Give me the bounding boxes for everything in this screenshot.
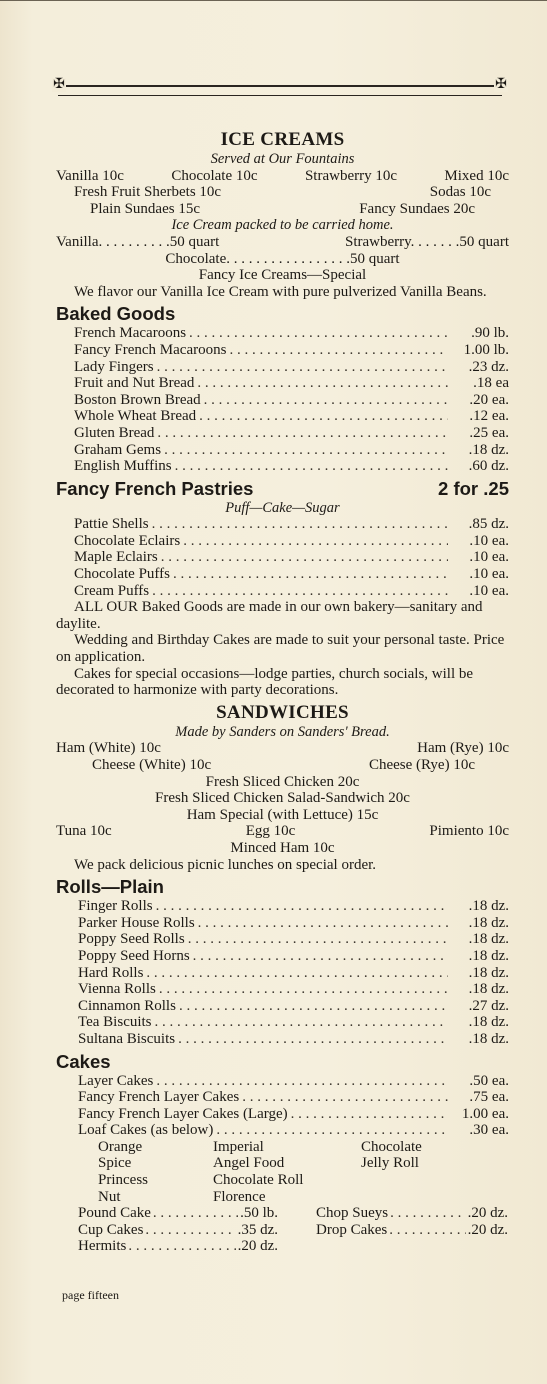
- menu-item: [78, 1205, 278, 1222]
- sandwiches-subtitle: Made by Sanders on Sanders' Bread.: [175, 723, 390, 740]
- item-name: Parker House Rolls: [78, 914, 195, 931]
- leader-dots: [189, 325, 448, 342]
- sandwich-line: [56, 740, 509, 757]
- item-name: Cream Puffs: [74, 582, 150, 599]
- item-name: Graham Gems: [74, 441, 162, 458]
- fancy-ice-cream: Fancy Ice Creams—Special: [198, 267, 367, 284]
- menu-item: [56, 1073, 509, 1090]
- item-name: Fancy French Macaroons: [74, 341, 227, 358]
- leader-dots: [173, 566, 448, 583]
- menu-item: [56, 375, 509, 392]
- menu-item: [56, 583, 509, 600]
- ice-cream-item: Sodas 10c: [429, 184, 491, 201]
- menu-item: [56, 1106, 509, 1123]
- item-price: .18 dz.: [468, 1014, 509, 1031]
- pastries-heading: [56, 478, 509, 500]
- item-name: Maple Eclairs: [74, 549, 158, 566]
- loaf-cake-name: Orange: [98, 1138, 143, 1155]
- item-name: Poppy Seed Rolls: [78, 931, 185, 948]
- pastries-title: Fancy French Pastries: [56, 477, 254, 499]
- quart-item: Strawberry. . . . . . .50 quart: [345, 233, 509, 250]
- ice-cream-item: Vanilla 10c: [56, 167, 124, 184]
- item-price: .30 ea.: [469, 1122, 509, 1139]
- baked-goods-heading: Baked Goods: [56, 303, 176, 325]
- item-price: .18 dz.: [468, 947, 509, 964]
- leader-dots: [157, 425, 448, 442]
- sandwich-item: Minced Ham 10c: [230, 839, 335, 856]
- menu-item: [56, 1014, 509, 1031]
- sandwich-item: Ham (Rye) 10c: [417, 740, 509, 757]
- item-name: Sultana Biscuits: [78, 1030, 176, 1047]
- menu-item: [78, 1238, 278, 1255]
- item-name: Chocolate Eclairs: [74, 532, 181, 549]
- leader-dots: [152, 516, 448, 533]
- bakery-note: ALL OUR Baked Goods are made in our own bakery—sanitary and daylite.: [56, 599, 483, 632]
- leader-dots: [146, 965, 448, 982]
- item-price: .18 dz.: [468, 931, 509, 948]
- leader-dots: [161, 549, 448, 566]
- menu-item: [56, 392, 509, 409]
- menu-item: [56, 1089, 509, 1106]
- menu-item: [78, 1222, 278, 1239]
- item-name: Cinnamon Rolls: [78, 997, 176, 1014]
- item-price: .18 dz.: [468, 914, 509, 931]
- item-price: .12 ea.: [469, 408, 509, 425]
- page-number: page fifteen: [62, 1288, 119, 1302]
- rolls-list: [56, 898, 509, 1047]
- extra-cakes: [56, 1205, 509, 1255]
- item-price: .10 ea.: [469, 549, 509, 566]
- item-name: Tea Biscuits: [78, 1014, 152, 1031]
- leader-dots: [199, 408, 448, 425]
- ornament-icon: ✠: [495, 77, 507, 92]
- item-name: Chocolate Puffs: [74, 566, 170, 583]
- item-name: Pound Cake: [78, 1205, 151, 1222]
- loaf-cake-name: Nut: [98, 1188, 121, 1205]
- item-name: Gluten Bread: [74, 424, 155, 441]
- item-name: Pattie Shells: [74, 516, 149, 533]
- leader-dots: [291, 1106, 448, 1123]
- menu-item: [56, 425, 509, 442]
- item-name: Hard Rolls: [78, 964, 144, 981]
- loaf-cake-name: Imperial: [213, 1138, 264, 1155]
- loaf-cake-name: Chocolate Roll: [213, 1172, 304, 1189]
- leader-dots: [156, 898, 448, 915]
- sandwich-item: Fresh Sliced Chicken Salad-Sandwich 20c: [155, 790, 410, 807]
- quart-item: Vanilla. . . . . . . . . .50 quart: [56, 233, 220, 250]
- item-name: English Muffins: [74, 458, 172, 475]
- item-name: Fruit and Nut Bread: [74, 375, 195, 392]
- loaf-cake-name: [361, 1172, 511, 1189]
- menu-item: [56, 1122, 509, 1139]
- leader-dots: [390, 1205, 465, 1222]
- ice-cream-item: Mixed 10c: [444, 167, 509, 184]
- menu-item: [56, 359, 509, 376]
- loaf-cake-name: Jelly Roll: [361, 1155, 419, 1172]
- loaf-cake-name: Florence: [213, 1188, 266, 1205]
- menu-item: [56, 1031, 509, 1048]
- leader-dots: [164, 442, 448, 459]
- menu-item: [56, 566, 509, 583]
- item-price: .75 ea.: [469, 1089, 509, 1106]
- ice-cream-item: Strawberry 10c: [304, 167, 398, 184]
- menu-item: [56, 898, 509, 915]
- item-price: .23 dz.: [468, 358, 509, 375]
- item-name: Hermits: [78, 1238, 127, 1255]
- sandwich-item: Pimiento 10c: [429, 823, 509, 840]
- sandwich-item: Fresh Sliced Chicken 20c: [205, 773, 360, 790]
- item-name: Loaf Cakes (as below): [78, 1122, 214, 1139]
- ornament-icon: ✠: [53, 77, 65, 92]
- item-price: .18 dz.: [468, 441, 509, 458]
- leader-dots: [153, 1205, 238, 1222]
- sandwich-item: Egg 10c: [245, 823, 296, 840]
- leader-dots: [204, 392, 448, 409]
- extra-cakes-right: [316, 1205, 509, 1255]
- ice-cream-item: Plain Sundaes 15c: [90, 200, 200, 217]
- item-price: .10 ea.: [469, 532, 509, 549]
- leader-dots: [179, 998, 448, 1015]
- item-name: Cup Cakes: [78, 1221, 144, 1238]
- menu-item: [56, 408, 509, 425]
- ice-cream-item: Chocolate 10c: [171, 167, 258, 184]
- leader-dots: [175, 458, 448, 475]
- leader-dots: [152, 583, 448, 600]
- leader-dots: [157, 359, 448, 376]
- item-name: French Macaroons: [74, 325, 187, 342]
- item-name: Lady Fingers: [74, 358, 154, 375]
- cakes-heading: Cakes: [56, 1050, 111, 1072]
- item-price: 1.00 ea.: [461, 1105, 509, 1122]
- item-price: 1.00 lb.: [463, 341, 509, 358]
- menu-item: [56, 915, 509, 932]
- pastries-price: 2 for .25: [438, 477, 509, 499]
- pastries-subtitle: Puff—Cake—Sugar: [225, 499, 340, 516]
- item-price: .50 ea.: [469, 1072, 509, 1089]
- loaf-cake-name: [361, 1189, 511, 1206]
- ice-cream-subtitle: Served at Our Fountains: [210, 151, 355, 167]
- leader-dots: [242, 1089, 448, 1106]
- loaf-cake-name: Angel Food: [213, 1155, 285, 1172]
- leader-dots: [128, 1238, 235, 1255]
- pastries-list: [56, 516, 509, 599]
- item-price: .18 dz.: [468, 1030, 509, 1047]
- vanilla-note: We flavor our Vanilla Ice Cream with pure pulverized Vanilla Beans.: [74, 283, 487, 300]
- leader-dots: [178, 1031, 448, 1048]
- item-price: .10 ea.: [469, 582, 509, 599]
- leader-dots: [216, 1122, 448, 1139]
- extra-cakes-left: [78, 1205, 316, 1255]
- leader-dots: [183, 533, 448, 550]
- sandwich-item: Tuna 10c: [56, 823, 112, 840]
- item-price: .90 lb.: [471, 325, 509, 342]
- menu-item: [56, 931, 509, 948]
- menu-item: [56, 533, 509, 550]
- item-price: .25 ea.: [469, 424, 509, 441]
- sandwich-line: [56, 757, 509, 774]
- item-name: Whole Wheat Bread: [74, 408, 197, 425]
- leader-dots: [193, 948, 448, 965]
- item-price: .85 dz.: [468, 516, 509, 533]
- leader-dots: [198, 915, 448, 932]
- menu-item: [56, 948, 509, 965]
- menu-content: [56, 129, 509, 1255]
- cakes-list: [56, 1073, 509, 1139]
- loaf-cake-name: Spice: [98, 1155, 132, 1172]
- item-name: Finger Rolls: [78, 898, 153, 915]
- leader-dots: [159, 981, 448, 998]
- item-price: .18 ea: [473, 375, 509, 392]
- item-price: .20 dz.: [467, 1205, 508, 1222]
- item-name: Boston Brown Bread: [74, 391, 201, 408]
- menu-item: [316, 1205, 508, 1222]
- menu-item: [56, 998, 509, 1015]
- bakery-note: Cakes for special occasions—lodge parties, church socials, will be decorated to harmonize with party decorations.: [56, 665, 474, 699]
- item-price: .18 dz.: [468, 981, 509, 998]
- item-price: .35 dz.: [237, 1221, 278, 1238]
- item-name: Fancy French Layer Cakes: [78, 1089, 240, 1106]
- picnic-note: We pack delicious picnic lunches on special order.: [74, 856, 377, 873]
- sandwich-item: Ham (White) 10c: [56, 740, 161, 757]
- quart-item: Chocolate. . . . . . . . . . . . . . . . .50 quart: [165, 250, 400, 267]
- ice-cream-heading: ICE CREAMS: [220, 129, 345, 150]
- bakery-note: Wedding and Birthday Cakes are made to suit your personal taste. Price on application.: [56, 632, 505, 666]
- menu-item: [56, 442, 509, 459]
- carry-home-note: Ice Cream packed to be carried home.: [171, 217, 394, 234]
- item-price: .20 dz.: [237, 1238, 278, 1255]
- loaf-cakes-grid: [56, 1139, 509, 1205]
- baked-goods-list: [56, 325, 509, 474]
- sandwich-item: Cheese (Rye) 10c: [368, 757, 475, 773]
- menu-item: [56, 458, 509, 475]
- loaf-cake-name: Chocolate: [361, 1138, 422, 1155]
- item-price: .27 dz.: [468, 997, 509, 1014]
- menu-item: [56, 516, 509, 533]
- sandwiches-heading: SANDWICHES: [216, 701, 349, 723]
- sandwich-item: Cheese (White) 10c: [92, 757, 212, 773]
- item-price: .18 dz.: [468, 898, 509, 915]
- leader-dots: [188, 931, 448, 948]
- item-name: Fancy French Layer Cakes (Large): [78, 1105, 288, 1122]
- leader-dots: [389, 1222, 465, 1239]
- leader-dots: [145, 1222, 235, 1239]
- item-price: .10 ea.: [469, 566, 509, 583]
- leader-dots: [155, 1014, 448, 1031]
- header-rule: [53, 77, 507, 96]
- menu-item: [56, 965, 509, 982]
- item-name: Vienna Rolls: [78, 981, 156, 998]
- leader-dots: [197, 375, 448, 392]
- loaf-cake-name: Princess: [98, 1172, 148, 1189]
- ice-cream-line: [56, 201, 509, 218]
- ice-cream-item: Fancy Sundaes 20c: [359, 200, 475, 217]
- sandwich-line: [56, 823, 509, 840]
- menu-item: [56, 981, 509, 998]
- item-price: .60 dz.: [468, 458, 509, 475]
- item-price: .50 lb.: [240, 1205, 278, 1222]
- rolls-heading: Rolls—Plain: [56, 876, 164, 898]
- sandwich-item: Ham Special (with Lettuce) 15c: [186, 806, 379, 823]
- item-name: Chop Sueys: [316, 1205, 389, 1222]
- menu-item: [56, 325, 509, 342]
- ice-cream-line: [56, 184, 509, 201]
- leader-dots: [229, 342, 448, 359]
- item-price: .20 ea.: [469, 391, 509, 408]
- quart-line: [56, 234, 509, 251]
- menu-item: [56, 549, 509, 566]
- ice-cream-line: [56, 168, 509, 185]
- item-price: .18 dz.: [468, 964, 509, 981]
- leader-dots: [156, 1073, 448, 1090]
- menu-item: [56, 342, 509, 359]
- item-name: Layer Cakes: [78, 1072, 154, 1089]
- ice-cream-item: Fresh Fruit Sherbets 10c: [74, 184, 222, 201]
- item-name: Drop Cakes: [316, 1221, 388, 1238]
- item-name: Poppy Seed Horns: [78, 947, 190, 964]
- menu-item: [316, 1222, 508, 1239]
- item-price: .20 dz.: [467, 1221, 508, 1238]
